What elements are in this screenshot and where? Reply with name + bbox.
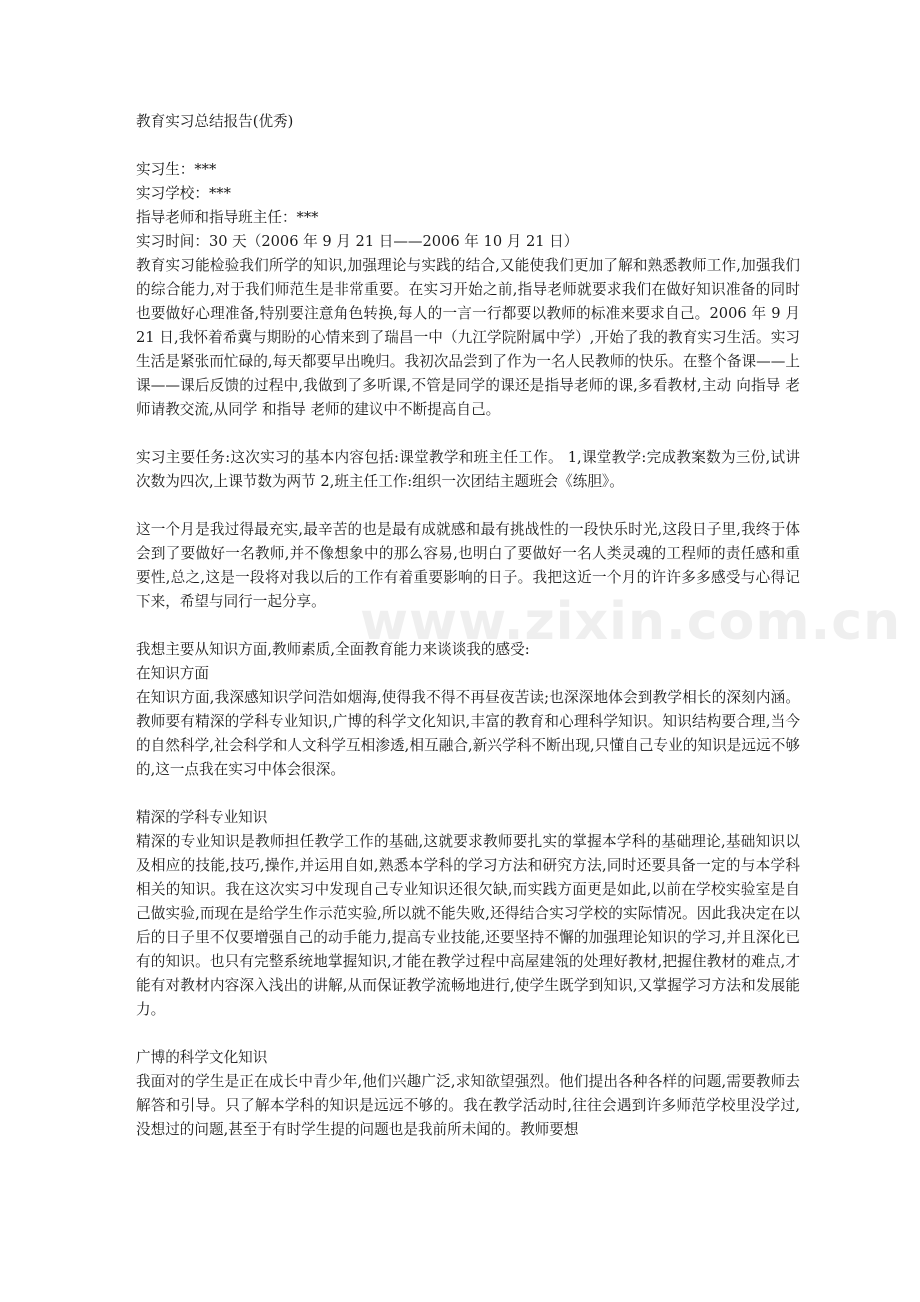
subject-knowledge-heading: 精深的学科专业知识 (136, 809, 268, 826)
culture-knowledge-paragraph: 我面对的学生是正在成长中青少年,他们兴趣广泛,求知欲望强烈。他们提出各种各样的问题,需要教师去解答和引导。只了解本学科的知识是远远不够的。我在教学活动时,往往会遇到许多师范学校里没学过,没想过的问题,甚至于有时学生提的问题也是我前所未闻的。教师要想 (136, 1073, 800, 1138)
knowledge-paragraph: 在知识方面,我深感知识学问浩如烟海,使得我不得不再昼夜苦读;也深深地体会到教学相长的深刻内涵。 教师要有精深的学科专业知识,广博的科学文化知识,丰富的教育和心理科学知识。知识结构要合理,当今的自然科学,社会科学和人文科学互相渗透,相互融合,新兴学科不断出现,只懂自己专业的知识是远远不够的,这一点我在实习中体会很深。 (136, 689, 800, 778)
intern-info: 实习生：*** (136, 161, 217, 178)
overview-line: 我想主要从知识方面,教师素质,全面教育能力来谈谈我的感受: (136, 641, 530, 658)
culture-knowledge-heading: 广博的科学文化知识 (136, 1049, 268, 1066)
subject-knowledge-paragraph: 精深的专业知识是教师担任教学工作的基础,这就要求教师要扎实的掌握本学科的基础理论,基础知识以及相应的技能,技巧,操作,并运用自如,熟悉本学科的学习方法和研究方法,同时还要具备一定的与本学科相关的知识。我在这次实习中发现自己专业知识还很欠缺,而实践方面更是如此,以前在学校实验室是自己做实验,而现在是给学生作示范实验,所以就不能失败,还得结合实习学校的实际情况。因此我决定在以后的日子里不仅要增强自己的动手能力,提高专业技能,还要坚持不懈的加强理论知识的学习,并且深化已有的知识。也只有完整系统地掌握知识,才能在教学过程中高屋建瓴的处理好教材,把握住教材的难点,才能有对教材内容深入浅出的讲解,从而保证教学流畅地进行,使学生既学到知识,又掌握学习方法和发展能力。 (136, 833, 800, 1018)
supervisor-info: 指导老师和指导班主任：*** (136, 209, 319, 226)
knowledge-heading: 在知识方面 (136, 665, 209, 682)
tasks-paragraph: 实习主要任务:这次实习的基本内容包括:课堂教学和班主任工作。 1,课堂教学:完成教案数为三份,试讲次数为四次,上课节数为两节 2,班主任工作:组织一次团结主题班会《练胆》。 (136, 449, 800, 490)
document-title: 教育实习总结报告(优秀) (136, 113, 294, 130)
document-page (136, 110, 800, 1142)
reflection-paragraph: 这一个月是我过得最充实,最辛苦的也是最有成就感和最有挑战性的一段快乐时光,这段日子里,我终于体会到了要做好一名教师,并不像想象中的那么容易,也明白了要做好一名人类灵魂的工程师的责任感和重要性,总之,这是一段将对我以后的工作有着重要影响的日子。我把这近一个月的许许多多感受与心得记下来，希望与同行一起分享。 (136, 521, 800, 610)
intro-paragraph: 教育实习能检验我们所学的知识,加强理论与实践的结合,又能使我们更加了解和熟悉教师工作,加强我们的综合能力,对于我们师范生是非常重要。在实习开始之前,指导老师就要求我们在做好知识准备的同时也要做好心理准备,特别要注意角色转换,每人的一言一行都要以教师的标准来要求自己。2006 年 9 月 21 日,我怀着希冀与期盼的心情来到了瑞昌一中（九江学院附属中学）,开始了我的教育实习生活。实习生活是紧张而忙碌的,每天都要早出晚归。我初次品尝到了作为一名人民教师的快乐。在整个备课——上课——课后反馈的过程中,我做到了多听课,不管是同学的课还是指导老师的课,多看教材,主动 向指导 老师请教交流,从同学 和指导 老师的建议中不断提高自己。 (136, 257, 800, 418)
period-info: 实习时间：30 天（2006 年 9 月 21 日——2006 年 10 月 21 日） (136, 233, 579, 250)
school-info: 实习学校：*** (136, 185, 231, 202)
watermark: www.zixin.com.cn (360, 592, 902, 652)
